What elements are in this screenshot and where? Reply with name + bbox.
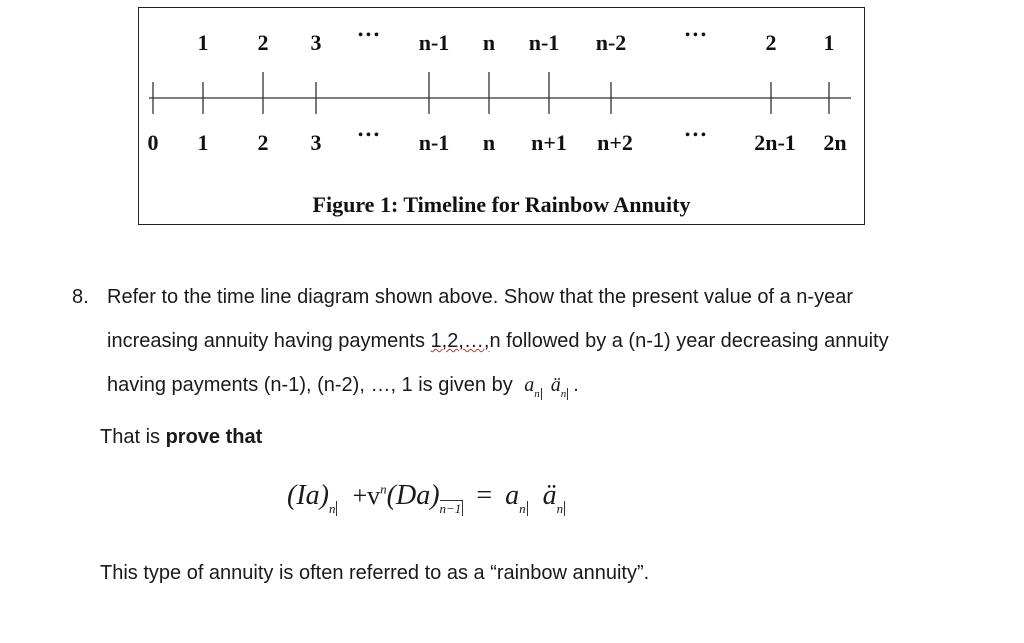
bottom-label-ellipsis: ••• (685, 128, 709, 143)
top-label: 3 (310, 30, 322, 55)
top-label: n-1 (528, 30, 560, 55)
top-label: n-2 (595, 30, 627, 55)
that-is-text: That is (100, 426, 166, 448)
bottom-label: n-1 (418, 130, 450, 155)
question-line-2-start: increasing annuity having payments (107, 330, 431, 352)
bottom-label-ellipsis: ••• (358, 128, 382, 143)
rainbow-formula (287, 480, 565, 517)
prove-statement (100, 426, 262, 449)
top-label: 2 (257, 30, 269, 55)
inline-period: . (573, 374, 579, 396)
bottom-label: 2n-1 (754, 130, 796, 155)
bottom-label: 3 (310, 130, 322, 155)
inline-annuity-due (550, 374, 574, 400)
inline-a-symbol: a (524, 374, 535, 396)
bottom-label: n+1 (531, 130, 567, 155)
decreasing-annuity-subscript: n−1 (439, 501, 462, 516)
inline-annuity-immediate (524, 374, 547, 400)
bottom-label: 1 (197, 130, 209, 155)
payments-sequence: 1,2,…, (430, 330, 490, 352)
bottom-label: 0 (147, 130, 159, 155)
top-label: n-1 (418, 30, 450, 55)
footer-note: This type of annuity is often referred to as a “rainbow annuity”. (100, 562, 650, 584)
inline-adot-symbol: ä (550, 374, 561, 396)
top-label-ellipsis: ••• (358, 28, 382, 43)
decreasing-annuity: (Da) (386, 480, 440, 511)
bottom-label: n+2 (597, 130, 633, 155)
top-label: n (482, 30, 496, 55)
annuity-immediate: a (505, 480, 520, 511)
question-line-3 (107, 374, 579, 400)
inline-adot-subscript: n (560, 388, 567, 400)
prove-that-text: prove that (165, 426, 263, 448)
top-label-ellipsis: ••• (685, 28, 709, 43)
question-number: 8. (72, 286, 89, 308)
increasing-annuity-subscript: n (328, 501, 336, 516)
plus-v: +v (352, 481, 381, 510)
annuity-due: ä (542, 480, 557, 511)
inline-a-subscript: n (534, 388, 540, 400)
equals-sign: = (476, 480, 493, 511)
bottom-label: 2 (257, 130, 269, 155)
figure-caption: Figure 1: Timeline for Rainbow Annuity (312, 192, 691, 217)
timeline-figure (138, 7, 865, 225)
question-line-3-text: having payments (n-1), (n-2), …, 1 is given by (107, 374, 519, 396)
annuity-due-subscript: n (556, 501, 564, 516)
bottom-label: 2n (823, 130, 847, 155)
question-line-2-end: n followed by a (n-1) year decreasing annuity (489, 330, 889, 352)
bottom-label: n (482, 130, 496, 155)
question-line-2 (107, 330, 889, 353)
top-label: 1 (823, 30, 835, 55)
increasing-annuity: (Ia) (287, 480, 329, 511)
top-label: 1 (197, 30, 209, 55)
annuity-immediate-subscript: n (519, 501, 526, 516)
top-label: 2 (765, 30, 777, 55)
v-superscript: n (380, 481, 387, 497)
question-line-1: Refer to the time line diagram shown above. Show that the present value of a n-year (107, 286, 853, 308)
